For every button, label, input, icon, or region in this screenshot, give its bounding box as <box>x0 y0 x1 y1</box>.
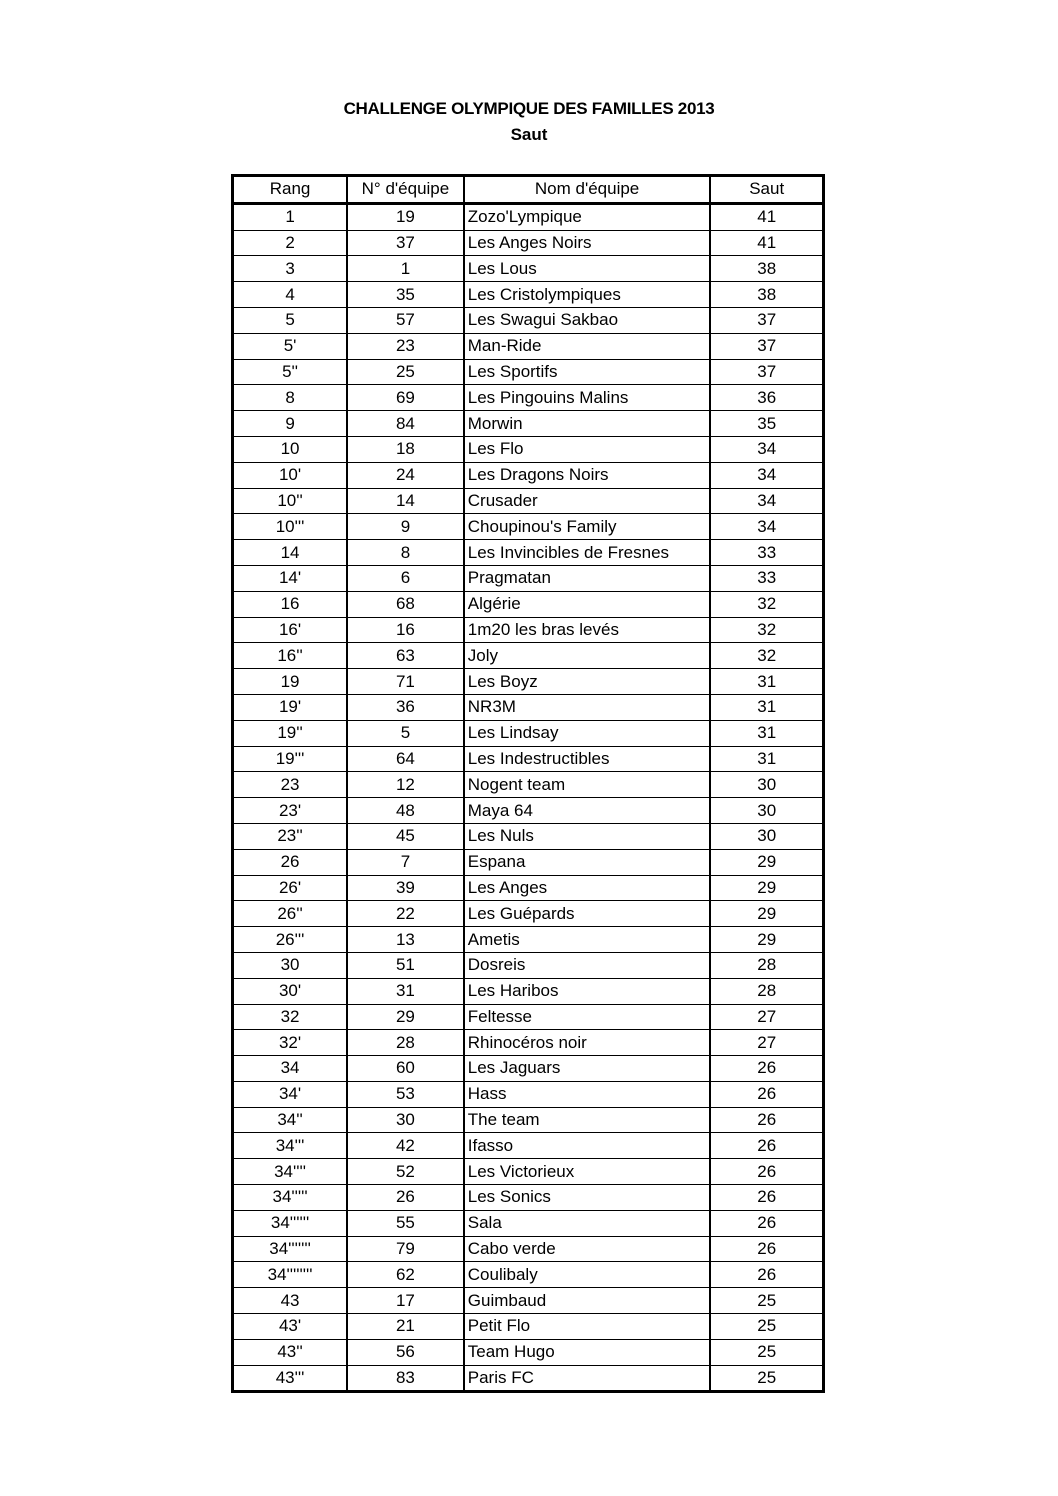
team-name-cell: Les Anges <box>464 875 711 901</box>
team-name-cell: Team Hugo <box>464 1339 711 1365</box>
score-cell: 37 <box>710 333 823 359</box>
table-row <box>233 694 824 720</box>
score-cell: 34 <box>710 462 823 488</box>
team-name-cell: Les Jaguars <box>464 1056 711 1082</box>
team-number-cell: 24 <box>347 462 464 488</box>
score-cell: 31 <box>710 669 823 695</box>
rank-cell: 5'' <box>233 359 348 385</box>
team-name-cell: Les Guépards <box>464 901 711 927</box>
rank-cell: 34' <box>233 1081 348 1107</box>
score-cell: 29 <box>710 927 823 953</box>
table-row <box>233 488 824 514</box>
score-cell: 32 <box>710 643 823 669</box>
team-number-cell: 53 <box>347 1081 464 1107</box>
score-cell: 26 <box>710 1133 823 1159</box>
rank-cell: 26''' <box>233 927 348 953</box>
team-number-cell: 28 <box>347 1030 464 1056</box>
rank-cell: 43 <box>233 1288 348 1314</box>
score-cell: 34 <box>710 514 823 540</box>
table-row <box>233 1030 824 1056</box>
rank-cell: 34 <box>233 1056 348 1082</box>
table-header <box>233 176 824 204</box>
team-name-cell: Hass <box>464 1081 711 1107</box>
team-name-cell: Paris FC <box>464 1365 711 1392</box>
team-name-cell: Rhinocéros noir <box>464 1030 711 1056</box>
rank-cell: 32 <box>233 1004 348 1030</box>
team-number-cell: 5 <box>347 720 464 746</box>
rank-cell: 19'' <box>233 720 348 746</box>
score-cell: 32 <box>710 617 823 643</box>
score-cell: 41 <box>710 230 823 256</box>
score-cell: 29 <box>710 875 823 901</box>
team-name-cell: Guimbaud <box>464 1288 711 1314</box>
rank-cell: 10 <box>233 436 348 462</box>
table-row <box>233 927 824 953</box>
header-row <box>233 176 824 204</box>
table-row <box>233 256 824 282</box>
table-row <box>233 849 824 875</box>
team-number-cell: 71 <box>347 669 464 695</box>
table-row <box>233 385 824 411</box>
rank-cell: 26'' <box>233 901 348 927</box>
team-name-cell: Les Victorieux <box>464 1159 711 1185</box>
header-score: Saut <box>710 176 823 204</box>
table-row <box>233 565 824 591</box>
rank-cell: 34''''' <box>233 1185 348 1211</box>
score-cell: 28 <box>710 978 823 1004</box>
table-row <box>233 514 824 540</box>
rank-cell: 43' <box>233 1314 348 1340</box>
team-number-cell: 13 <box>347 927 464 953</box>
score-cell: 25 <box>710 1314 823 1340</box>
score-cell: 37 <box>710 307 823 333</box>
rank-cell: 19' <box>233 694 348 720</box>
score-cell: 30 <box>710 823 823 849</box>
table-row <box>233 1133 824 1159</box>
table-row <box>233 617 824 643</box>
team-number-cell: 29 <box>347 1004 464 1030</box>
table-row <box>233 1081 824 1107</box>
team-number-cell: 1 <box>347 256 464 282</box>
rank-cell: 16 <box>233 591 348 617</box>
score-cell: 35 <box>710 411 823 437</box>
team-number-cell: 55 <box>347 1210 464 1236</box>
header-team-name: Nom d'équipe <box>464 176 711 204</box>
team-number-cell: 83 <box>347 1365 464 1392</box>
rank-cell: 34''''''' <box>233 1236 348 1262</box>
score-cell: 26 <box>710 1236 823 1262</box>
table-row <box>233 230 824 256</box>
rank-cell: 5 <box>233 307 348 333</box>
team-name-cell: Les Pingouins Malins <box>464 385 711 411</box>
team-name-cell: Les Indestructibles <box>464 746 711 772</box>
team-number-cell: 36 <box>347 694 464 720</box>
table-row <box>233 901 824 927</box>
table-row <box>233 875 824 901</box>
score-cell: 31 <box>710 720 823 746</box>
table-row <box>233 411 824 437</box>
team-name-cell: Algérie <box>464 591 711 617</box>
rank-cell: 34''' <box>233 1133 348 1159</box>
team-name-cell: NR3M <box>464 694 711 720</box>
team-number-cell: 9 <box>347 514 464 540</box>
team-number-cell: 56 <box>347 1339 464 1365</box>
team-number-cell: 62 <box>347 1262 464 1288</box>
team-name-cell: Maya 64 <box>464 798 711 824</box>
team-number-cell: 30 <box>347 1107 464 1133</box>
team-name-cell: Les Swagui Sakbao <box>464 307 711 333</box>
rank-cell: 10'' <box>233 488 348 514</box>
team-name-cell: Les Dragons Noirs <box>464 462 711 488</box>
rank-cell: 26' <box>233 875 348 901</box>
results-table <box>231 174 825 1393</box>
team-number-cell: 45 <box>347 823 464 849</box>
team-name-cell: Les Invincibles de Fresnes <box>464 540 711 566</box>
score-cell: 26 <box>710 1159 823 1185</box>
table-row <box>233 307 824 333</box>
rank-cell: 26 <box>233 849 348 875</box>
team-number-cell: 21 <box>347 1314 464 1340</box>
team-name-cell: Dosreis <box>464 952 711 978</box>
rank-cell: 32' <box>233 1030 348 1056</box>
rank-cell: 19 <box>233 669 348 695</box>
team-name-cell: Les Boyz <box>464 669 711 695</box>
team-number-cell: 6 <box>347 565 464 591</box>
rank-cell: 23 <box>233 772 348 798</box>
team-number-cell: 39 <box>347 875 464 901</box>
score-cell: 26 <box>710 1107 823 1133</box>
table-row <box>233 436 824 462</box>
rank-cell: 14 <box>233 540 348 566</box>
team-name-cell: Man-Ride <box>464 333 711 359</box>
table-row <box>233 1236 824 1262</box>
team-number-cell: 42 <box>347 1133 464 1159</box>
team-number-cell: 14 <box>347 488 464 514</box>
team-number-cell: 26 <box>347 1185 464 1211</box>
table-row <box>233 1262 824 1288</box>
score-cell: 41 <box>710 203 823 230</box>
team-name-cell: Ametis <box>464 927 711 953</box>
team-number-cell: 64 <box>347 746 464 772</box>
rank-cell: 19''' <box>233 746 348 772</box>
table-row <box>233 1185 824 1211</box>
team-name-cell: Les Lindsay <box>464 720 711 746</box>
team-name-cell: Coulibaly <box>464 1262 711 1288</box>
team-name-cell: The team <box>464 1107 711 1133</box>
team-name-cell: 1m20 les bras levés <box>464 617 711 643</box>
team-number-cell: 19 <box>347 203 464 230</box>
rank-cell: 9 <box>233 411 348 437</box>
table-body <box>233 203 824 1392</box>
header-rank: Rang <box>233 176 348 204</box>
team-name-cell: Pragmatan <box>464 565 711 591</box>
table-row <box>233 952 824 978</box>
team-number-cell: 51 <box>347 952 464 978</box>
header-team-number: N° d'équipe <box>347 176 464 204</box>
table-row <box>233 720 824 746</box>
team-number-cell: 12 <box>347 772 464 798</box>
table-row <box>233 462 824 488</box>
team-name-cell: Petit Flo <box>464 1314 711 1340</box>
rank-cell: 34'''''' <box>233 1210 348 1236</box>
score-cell: 26 <box>710 1210 823 1236</box>
score-cell: 31 <box>710 694 823 720</box>
table-row <box>233 746 824 772</box>
score-cell: 31 <box>710 746 823 772</box>
team-name-cell: Les Cristolympiques <box>464 282 711 308</box>
score-cell: 26 <box>710 1081 823 1107</box>
score-cell: 38 <box>710 256 823 282</box>
score-cell: 29 <box>710 901 823 927</box>
team-name-cell: Choupinou's Family <box>464 514 711 540</box>
rank-cell: 43'' <box>233 1339 348 1365</box>
table-row <box>233 798 824 824</box>
rank-cell: 43''' <box>233 1365 348 1392</box>
team-name-cell: Feltesse <box>464 1004 711 1030</box>
rank-cell: 30 <box>233 952 348 978</box>
team-name-cell: Les Haribos <box>464 978 711 1004</box>
score-cell: 38 <box>710 282 823 308</box>
table-row <box>233 1365 824 1392</box>
score-cell: 34 <box>710 436 823 462</box>
score-cell: 37 <box>710 359 823 385</box>
document-title: CHALLENGE OLYMPIQUE DES FAMILLES 2013 <box>343 99 715 118</box>
team-name-cell: Les Lous <box>464 256 711 282</box>
score-cell: 25 <box>710 1365 823 1392</box>
table-row <box>233 333 824 359</box>
rank-cell: 23' <box>233 798 348 824</box>
table-row <box>233 978 824 1004</box>
document-subtitle: Saut <box>510 125 548 144</box>
team-number-cell: 79 <box>347 1236 464 1262</box>
team-number-cell: 63 <box>347 643 464 669</box>
team-number-cell: 25 <box>347 359 464 385</box>
table-row <box>233 643 824 669</box>
team-number-cell: 16 <box>347 617 464 643</box>
score-cell: 25 <box>710 1339 823 1365</box>
team-name-cell: Nogent team <box>464 772 711 798</box>
team-number-cell: 8 <box>347 540 464 566</box>
team-name-cell: Morwin <box>464 411 711 437</box>
rank-cell: 2 <box>233 230 348 256</box>
table-row <box>233 1288 824 1314</box>
rank-cell: 1 <box>233 203 348 230</box>
team-name-cell: Cabo verde <box>464 1236 711 1262</box>
table-row <box>233 1210 824 1236</box>
team-number-cell: 48 <box>347 798 464 824</box>
table-row <box>233 1056 824 1082</box>
score-cell: 27 <box>710 1030 823 1056</box>
rank-cell: 10''' <box>233 514 348 540</box>
team-name-cell: Zozo'Lympique <box>464 203 711 230</box>
score-cell: 33 <box>710 565 823 591</box>
table-row <box>233 1339 824 1365</box>
team-name-cell: Les Sonics <box>464 1185 711 1211</box>
table-row <box>233 282 824 308</box>
team-name-cell: Les Anges Noirs <box>464 230 711 256</box>
score-cell: 30 <box>710 772 823 798</box>
rank-cell: 23'' <box>233 823 348 849</box>
team-name-cell: Les Sportifs <box>464 359 711 385</box>
score-cell: 26 <box>710 1262 823 1288</box>
rank-cell: 16' <box>233 617 348 643</box>
rank-cell: 4 <box>233 282 348 308</box>
score-cell: 28 <box>710 952 823 978</box>
score-cell: 33 <box>710 540 823 566</box>
table-row <box>233 1159 824 1185</box>
rank-cell: 5' <box>233 333 348 359</box>
score-cell: 36 <box>710 385 823 411</box>
score-cell: 26 <box>710 1056 823 1082</box>
team-number-cell: 68 <box>347 591 464 617</box>
team-number-cell: 35 <box>347 282 464 308</box>
table-row <box>233 203 824 230</box>
table-row <box>233 591 824 617</box>
team-number-cell: 31 <box>347 978 464 1004</box>
team-name-cell: Ifasso <box>464 1133 711 1159</box>
rank-cell: 34'''' <box>233 1159 348 1185</box>
score-cell: 27 <box>710 1004 823 1030</box>
team-name-cell: Sala <box>464 1210 711 1236</box>
table-row <box>233 669 824 695</box>
table-row <box>233 1314 824 1340</box>
table-row <box>233 359 824 385</box>
team-name-cell: Espana <box>464 849 711 875</box>
team-number-cell: 57 <box>347 307 464 333</box>
rank-cell: 3 <box>233 256 348 282</box>
team-name-cell: Joly <box>464 643 711 669</box>
table-row <box>233 1004 824 1030</box>
team-number-cell: 69 <box>347 385 464 411</box>
team-name-cell: Les Nuls <box>464 823 711 849</box>
team-number-cell: 84 <box>347 411 464 437</box>
team-number-cell: 37 <box>347 230 464 256</box>
rank-cell: 34'''''''' <box>233 1262 348 1288</box>
rank-cell: 34'' <box>233 1107 348 1133</box>
title-block <box>0 96 1058 148</box>
team-number-cell: 52 <box>347 1159 464 1185</box>
team-number-cell: 60 <box>347 1056 464 1082</box>
team-number-cell: 7 <box>347 849 464 875</box>
table-row <box>233 823 824 849</box>
team-number-cell: 18 <box>347 436 464 462</box>
score-cell: 26 <box>710 1185 823 1211</box>
rank-cell: 16'' <box>233 643 348 669</box>
rank-cell: 30' <box>233 978 348 1004</box>
table-row <box>233 1107 824 1133</box>
score-cell: 25 <box>710 1288 823 1314</box>
table-row <box>233 540 824 566</box>
score-cell: 32 <box>710 591 823 617</box>
team-number-cell: 22 <box>347 901 464 927</box>
team-number-cell: 23 <box>347 333 464 359</box>
rank-cell: 14' <box>233 565 348 591</box>
team-number-cell: 17 <box>347 1288 464 1314</box>
team-name-cell: Les Flo <box>464 436 711 462</box>
team-name-cell: Crusader <box>464 488 711 514</box>
score-cell: 29 <box>710 849 823 875</box>
rank-cell: 10' <box>233 462 348 488</box>
table-row <box>233 772 824 798</box>
rank-cell: 8 <box>233 385 348 411</box>
score-cell: 30 <box>710 798 823 824</box>
score-cell: 34 <box>710 488 823 514</box>
